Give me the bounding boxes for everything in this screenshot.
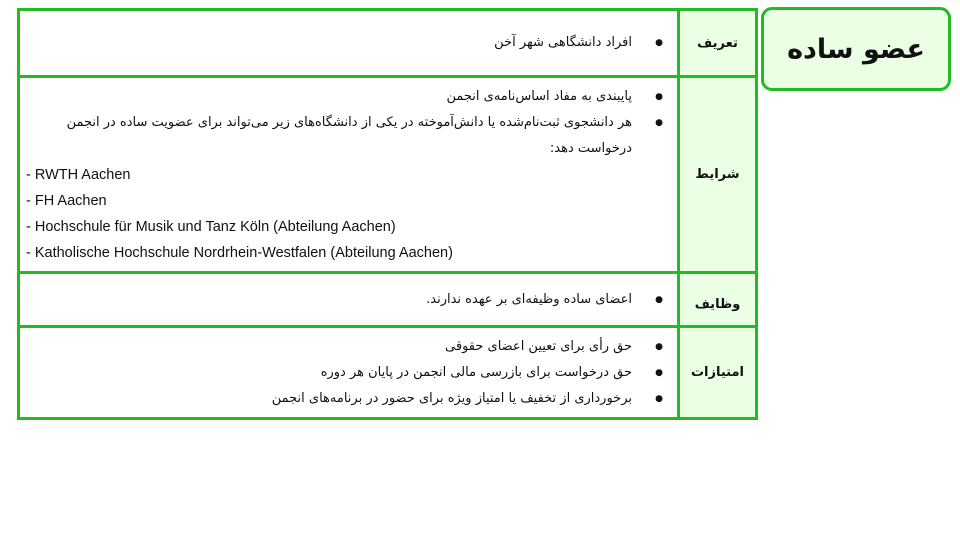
content-definition xyxy=(19,10,679,77)
list-item: ● حق درخواست برای بازرسی مالی انجمن در پایان هر دوره xyxy=(28,360,632,386)
university-list xyxy=(20,162,677,266)
label-conditions: شرایط xyxy=(679,77,757,273)
table-row-duties xyxy=(19,273,757,327)
definition-list xyxy=(20,30,677,56)
list-item: ● حق رأی برای تعیین اعضای حقوقی xyxy=(28,334,632,360)
list-item: ● اعضای ساده وظیفه‌ای بر عهده ندارند. xyxy=(28,287,632,313)
table-row-conditions xyxy=(19,77,757,273)
university-item: - Hochschule für Musik und Tanz Köln (Abteilung Aachen) xyxy=(26,218,396,235)
list-item: ● افراد دانشگاهی شهر آخن xyxy=(28,30,632,56)
content-duties xyxy=(19,273,679,327)
conditions-list xyxy=(20,84,677,162)
title-box xyxy=(761,7,951,91)
content-conditions xyxy=(19,77,679,273)
label-privileges: امتیازات xyxy=(679,327,757,419)
university-item: - FH Aachen xyxy=(26,192,107,209)
privileges-list xyxy=(20,334,677,412)
membership-table xyxy=(17,8,758,420)
content-privileges xyxy=(19,327,679,419)
label-definition: تعریف xyxy=(679,10,757,77)
table-row-definition xyxy=(19,10,757,77)
university-item: - RWTH Aachen xyxy=(26,166,131,183)
list-item: ● برخورداری از تخفیف یا امتیاز ویژه برای حضور در برنامه‌های انجمن xyxy=(28,386,632,412)
university-item: - Katholische Hochschule Nordrhein-Westfalen (Abteilung Aachen) xyxy=(26,244,453,261)
label-duties: وظایف xyxy=(679,273,757,327)
list-item: ● هر دانشجوی ثبت‌نام‌شده یا دانش‌آموخته در یکی از دانشگاه‌های زیر می‌تواند برای عضویت ساده در انجمن درخواست دهد: xyxy=(28,110,632,162)
page-title: عضو ساده xyxy=(787,33,925,65)
table-row-privileges xyxy=(19,327,757,419)
list-item: ● پایبندی به مفاد اساس‌نامه‌ی انجمن xyxy=(28,84,632,110)
duties-list xyxy=(20,287,677,313)
